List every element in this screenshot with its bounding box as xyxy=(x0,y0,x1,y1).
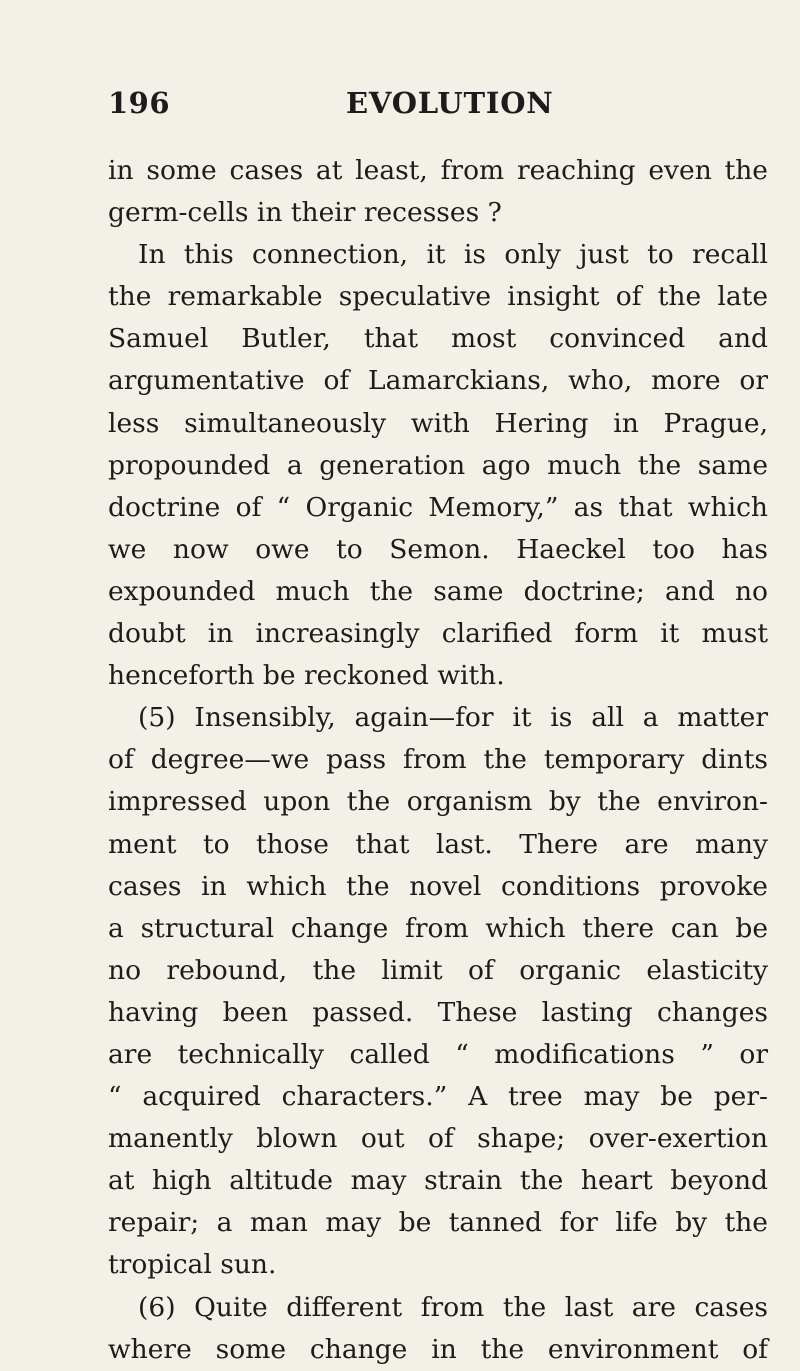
paragraph-first-line: (5) Insensibly, again—for it is all a matter xyxy=(138,702,768,734)
text-line: doctrine of “ Organic Memory,” as that which xyxy=(108,491,768,523)
text-line: expounded much the same doctrine; and no xyxy=(108,575,768,607)
page-number: 196 xyxy=(108,86,171,120)
text-line: Samuel Butler, that most convinced and xyxy=(108,323,768,355)
text-line: impressed upon the organism by the environ- xyxy=(108,786,768,818)
text-line: manently blown out of shape; over-exertion xyxy=(108,1123,768,1155)
text-line: cases in which the novel conditions provoke xyxy=(108,870,768,902)
body-text xyxy=(108,150,768,1371)
text-line: the remarkable speculative insight of the late xyxy=(108,281,768,313)
text-line: argumentative of Lamarckians, who, more or xyxy=(108,365,768,397)
text-line: we now owe to Semon. Haeckel too has xyxy=(108,533,768,565)
text-line: henceforth be reckoned with. xyxy=(108,660,505,692)
paragraph-first-line: In this connection, it is only just to recall xyxy=(138,239,768,271)
text-line: where some change in the environment of xyxy=(108,1333,768,1365)
text-line: germ-cells in their recesses ? xyxy=(108,197,502,229)
text-line: tropical sun. xyxy=(108,1249,277,1281)
text-line: less simultaneously with Hering in Prague, xyxy=(108,407,768,439)
text-line: no rebound, the limit of organic elasticity xyxy=(108,954,768,986)
running-title: EVOLUTION xyxy=(346,86,554,120)
text-line: having been passed. These lasting changes xyxy=(108,996,768,1028)
text-line: repair; a man may be tanned for life by the xyxy=(108,1207,768,1239)
text-line: of degree—we pass from the temporary dints xyxy=(108,744,768,776)
text-line: doubt in increasingly clarified form it must xyxy=(108,618,768,650)
paragraph-first-line: (6) Quite different from the last are cases xyxy=(138,1291,768,1323)
text-line: are technically called “ modifications ” or xyxy=(108,1038,768,1070)
text-line: “ acquired characters.” A tree may be per- xyxy=(108,1081,768,1113)
text-line: propounded a generation ago much the same xyxy=(108,449,768,481)
text-line: ment to those that last. There are many xyxy=(108,828,768,860)
running-head xyxy=(108,86,758,136)
text-line: at high altitude may strain the heart beyond xyxy=(108,1165,768,1197)
text-line: a structural change from which there can be xyxy=(108,912,768,944)
text-line: in some cases at least, from reaching even the xyxy=(108,155,768,186)
